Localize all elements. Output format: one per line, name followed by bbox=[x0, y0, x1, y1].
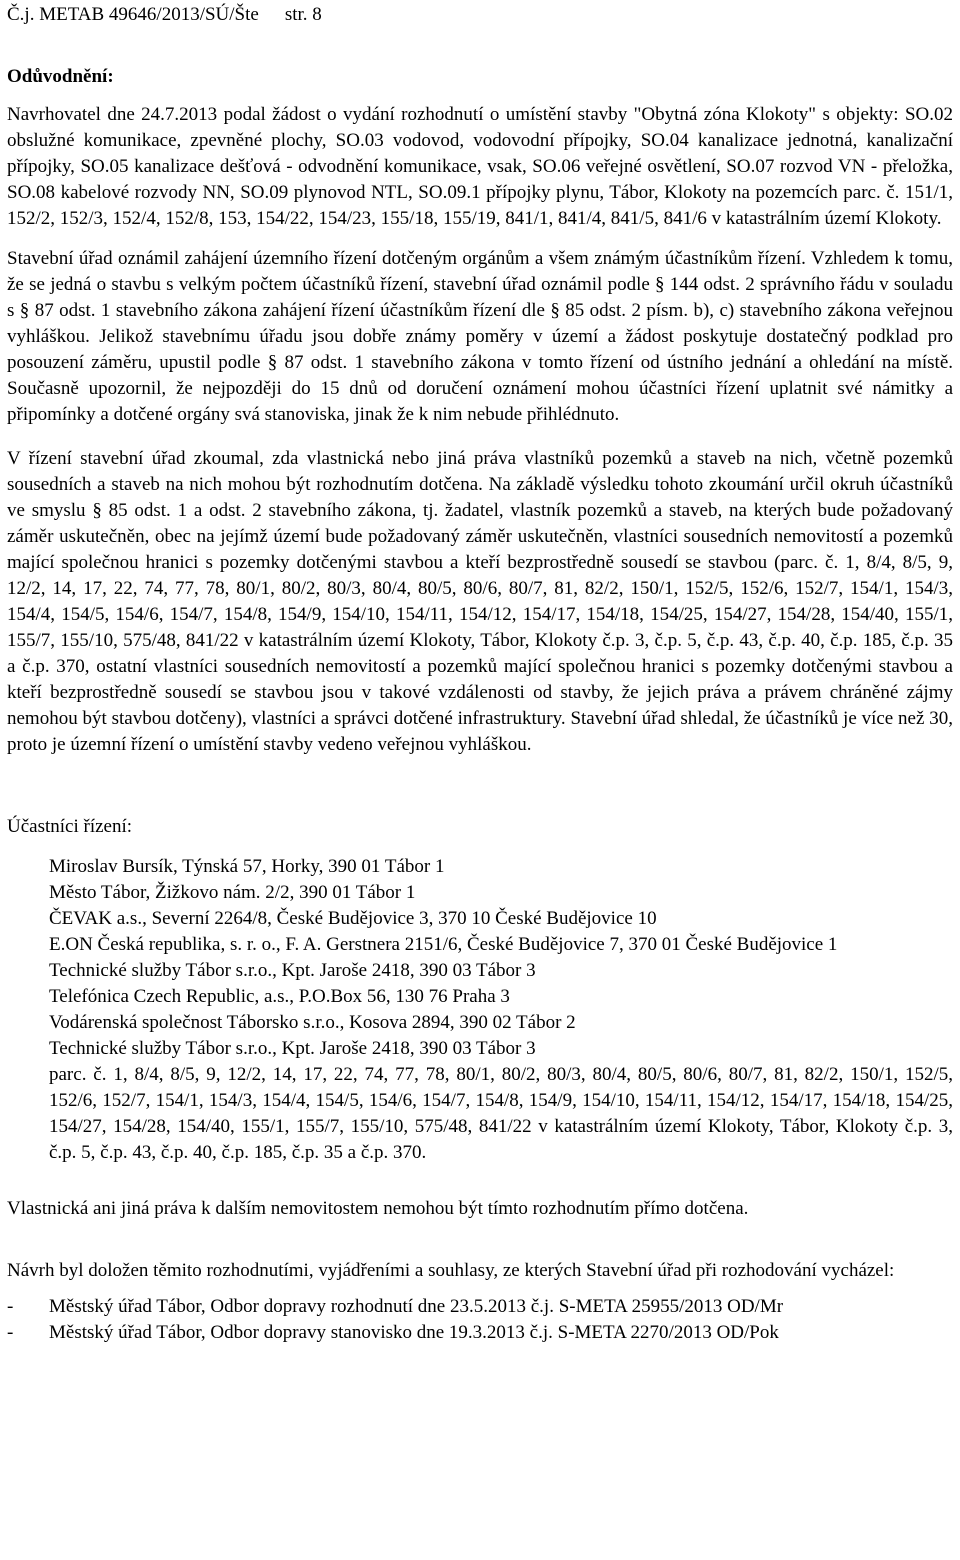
participant-item: Město Tábor, Žižkovo nám. 2/2, 390 01 Tábor 1 bbox=[49, 882, 416, 903]
paragraph-proceedings: Stavební úřad oznámil zahájení územního řízení dotčeným orgánům a všem známým účastníkům řízení. Vzhledem k tomu, že se jedná o stavbu s velkým počtem účastníků řízení, stavební úřad oznámil podle § 144 odst. 2 správního řádu v souladu s § 87 odst. 1 stavebního zákona zahájení řízení účastníkům řízení dle § 85 odst. 2 písm. b), c) stavebního zákona veřejnou vyhláškou. Jelikož stavebnímu úřadu jsou dobře známy poměry v území a žádost poskytuje dostatečný podklad pro posouzení záměru, upustil podle § 87 odst. 1 stavebního zákona v tomto řízení od ústního jednání a ohledání na místě. Současně upozornil, že nejpozději do 15 dnů od doručení oznámení mohou účastníci řízení uplatnit své námitky a připomínky a dotčené orgány svá stanoviska, jinak že k nim nebude přihlédnuto. bbox=[7, 248, 953, 425]
participant-parcels: parc. č. 1, 8/4, 8/5, 9, 12/2, 14, 17, 22, 74, 77, 78, 80/1, 80/2, 80/3, 80/4, 80/5, 80/6, 80/7, 81, 82/2, 150/1, 152/5, 152/6, 152/7, 154/1, 154/3, 154/4, 154/5, 154/6, 154/7, 154/8, 154/9, 154/10, 154/11, 154/12, 154/17, 154/18, 154/25, 154/27, 154/28, 154/40, 155/1, 155/7, 155/10, 575/48, 841/22 v katastrálním území Klokoty, Tábor, Klokoty č.p. 3, č.p. 5, č.p. 43, č.p. 40, č.p. 185, č.p. 35 a č.p. 370. bbox=[49, 1064, 953, 1163]
document-page bbox=[7, 0, 953, 1346]
list-dash: - bbox=[7, 1322, 14, 1343]
paragraph-participants-scope: V řízení stavební úřad zkoumal, zda vlastnická nebo jiná práva vlastníků pozemků a staveb na nich, včetně pozemků sousedních a staveb na nich mohou být rozhodnutím dotčena. Na základě výsledku tohoto zkoumání určil okruh účastníků ve smyslu § 85 odst. 1 a odst. 2 stavebního zákona, tj. žadatel, vlastník pozemků a staveb, na kterých bude požadovaný záměr uskutečněn, obec na jejímž území bude požadovaný záměr uskutečněn, vlastníci sousedních nemovitostí a pozemků mající společnou hranici s pozemky dotčenými stavbou a kteří bezprostředně sousedí se stavbou (parc. č. 1, 8/4, 8/5, 9, 12/2, 14, 17, 22, 74, 77, 78, 80/1, 80/2, 80/3, 80/4, 80/5, 80/6, 80/7, 81, 82/2, 150/1, 152/5, 152/6, 152/7, 154/1, 154/3, 154/4, 154/5, 154/6, 154/7, 154/8, 154/9, 154/10, 154/11, 154/12, 154/17, 154/18, 154/25, 154/27, 154/28, 154/40, 155/1, 155/7, 155/10, 575/48, 841/22 v katastrálním území Klokoty, Tábor, Klokoty č.p. 3, č.p. 5, č.p. 43, č.p. 40, č.p. 185, č.p. 35 a č.p. 370, ostatní vlastníci sousedních nemovitostí a pozemků mající společnou hranici s pozemky dotčenými stavbou a kteří bezprostředně sousedí se stavbou jsou v takové vzdálenosti od stavby, že jejich práva a právem chráněné zájmy nemohou být stavbou dotčeny), vlastníci a správci dotčené infrastruktury. Stavební úřad shledal, že účastníků je více než 30, proto je územní řízení o umístění stavby vedeno veřejnou vyhláškou. bbox=[7, 448, 953, 755]
section-heading: Odůvodnění: bbox=[7, 66, 114, 87]
document-item-text: Městský úřad Tábor, Odbor dopravy stanovisko dne 19.3.2013 č.j. S-META 2270/2013 OD/Pok bbox=[49, 1322, 779, 1343]
documents-list bbox=[7, 1294, 953, 1346]
document-item-text: Městský úřad Tábor, Odbor dopravy rozhodnutí dne 23.5.2013 č.j. S-META 25955/2013 OD/Mr bbox=[49, 1296, 784, 1317]
participant-item: Technické služby Tábor s.r.o., Kpt. Jaroše 2418, 390 03 Tábor 3 bbox=[49, 960, 536, 981]
page-number: str. 8 bbox=[284, 4, 322, 25]
participant-item: ČEVAK a.s., Severní 2264/8, České Budějovice 3, 370 10 České Budějovice 10 bbox=[49, 908, 657, 929]
participant-item: E.ON Česká republika, s. r. o., F. A. Gerstnera 2151/6, České Budějovice 7, 370 01 České Budějovice 1 bbox=[49, 934, 838, 955]
participant-item: Telefónica Czech Republic, a.s., P.O.Box 56, 130 76 Praha 3 bbox=[49, 986, 510, 1007]
participant-item: Technické služby Tábor s.r.o., Kpt. Jaroše 2418, 390 03 Tábor 3 bbox=[49, 1038, 536, 1059]
reference-number: Č.j. METAB 49646/2013/SÚ/Šte bbox=[7, 4, 259, 25]
page-header bbox=[7, 2, 953, 28]
paragraph-other-rights: Vlastnická ani jiná práva k dalším nemovitostem nemohou být tímto rozhodnutím přímo dotčena. bbox=[7, 1198, 749, 1219]
list-dash: - bbox=[7, 1296, 14, 1317]
participant-item: Vodárenská společnost Táborsko s.r.o., Kosova 2894, 390 02 Tábor 2 bbox=[49, 1012, 576, 1033]
paragraph-documents-basis: Návrh byl doložen těmito rozhodnutími, vyjádřeními a souhlasy, ze kterých Stavební úřad při rozhodování vycházel: bbox=[7, 1260, 895, 1281]
document-item bbox=[7, 1294, 953, 1320]
participants-list bbox=[7, 854, 953, 1166]
document-item bbox=[7, 1320, 953, 1346]
paragraph-application: Navrhovatel dne 24.7.2013 podal žádost o vydání rozhodnutí o umístění stavby "Obytná zóna Klokoty" s objekty: SO.02 obslužné komunikace, zpevněné plochy, SO.03 vodovod, vodovodní přípojky, SO.04 kanalizace jednotná, kanalizační přípojky, SO.05 kanalizace dešťová - odvodnění komunikace, vsak, SO.06 veřejné osvětlení, SO.07 rozvod VN - přeložka, SO.08 kabelové rozvody NN, SO.09 plynovod NTL, SO.09.1 přípojky plynu, Tábor, Klokoty na pozemcích parc. č. 151/1, 152/2, 152/3, 152/4, 152/8, 153, 154/22, 154/23, 155/18, 155/19, 841/1, 841/4, 841/5, 841/6 v katastrálním území Klokoty. bbox=[7, 104, 953, 229]
participants-title: Účastníci řízení: bbox=[7, 816, 133, 837]
participant-item: Miroslav Bursík, Týnská 57, Horky, 390 01 Tábor 1 bbox=[49, 856, 445, 877]
